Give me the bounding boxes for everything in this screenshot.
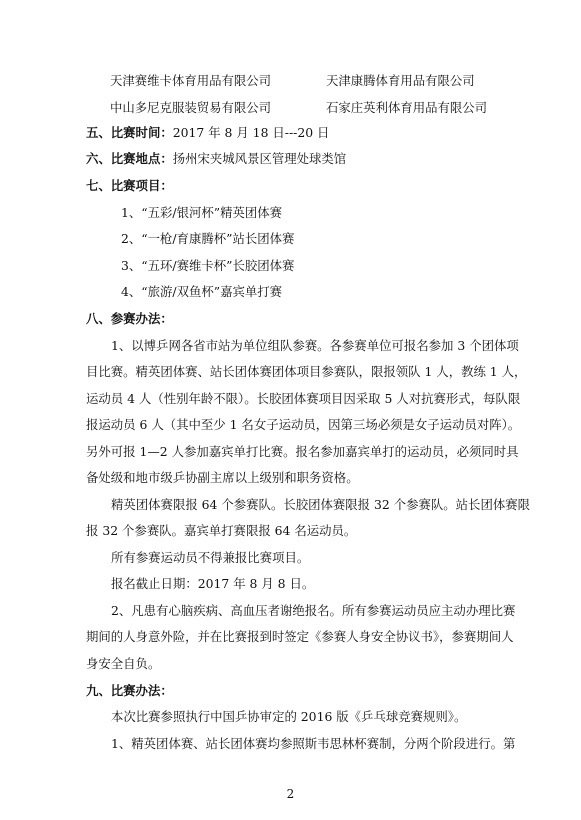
paragraph-line: 本次比赛参照执行中国乒协审定的 2016 版《乒乓球竞赛规则》。 <box>111 709 467 724</box>
event-item: 4、“旅游/双鱼杯”嘉宾单打赛 <box>121 284 283 299</box>
page-number: 2 <box>286 787 295 801</box>
paragraph-line: 另外可报 1—2 人参加嘉宾单打比赛。报名参加嘉宾单打的运动员，必须同时具 <box>86 444 519 459</box>
sponsor-name: 天津赛维卡体育用品有限公司 <box>110 73 272 88</box>
paragraph-line: 报名截止日期：2017 年 8 月 8 日。 <box>111 576 315 591</box>
section-heading: 七、比赛项目： <box>86 178 173 193</box>
sponsor-name: 中山多尼克服装贸易有限公司 <box>110 100 272 115</box>
event-item: 3、“五环/赛维卡杯”长胶团体赛 <box>121 258 295 273</box>
paragraph-line: 期间的人身意外险，并在比赛报到时签定《参赛人身安全协议书》，参赛期间人 <box>86 629 514 644</box>
sponsor-name: 石家庄英利体育用品有限公司 <box>326 100 488 115</box>
paragraph-line: 运动员 4 人（性别年龄不限）。长胶团体赛项目因采取 5 人对抗赛形式，每队限 <box>86 391 521 406</box>
paragraph-line: 目比赛。精英团体赛、站长团体赛团体项目参赛队，限报领队 1 人，教练 1 人， <box>86 364 527 379</box>
paragraph-line: 报运动员 6 人（其中至少 1 名女子运动员，因第三场必须是女子运动员对阵）。 <box>86 417 521 432</box>
sponsor-name: 天津康腾体育用品有限公司 <box>326 73 475 88</box>
paragraph-line: 备处级和地市级乒协副主席以上级别和职务资格。 <box>86 470 359 485</box>
section-time <box>86 125 329 141</box>
section-heading: 六、比赛地点： <box>86 151 173 166</box>
event-item: 2、“一枪/育康腾杯”站长团体赛 <box>121 231 295 246</box>
section-heading: 九、比赛办法： <box>86 683 173 698</box>
paragraph-line: 报 32 个参赛队。嘉宾单打赛限报 64 名运动员。 <box>86 523 357 538</box>
event-item: 1、“五彩/银河杯”精英团体赛 <box>121 205 283 220</box>
section-text: 扬州宋夹城风景区管理处球类馆 <box>172 151 347 166</box>
paragraph-line: 身安全自负。 <box>86 656 161 671</box>
paragraph-line: 所有参赛运动员不得兼报比赛项目。 <box>111 550 310 565</box>
paragraph-line: 1、精英团体赛、站长团体赛均参照斯韦思林杯赛制，分两个阶段进行。第 <box>111 736 516 751</box>
section-text: 2017 年 8 月 18 日---20 日 <box>172 125 330 140</box>
paragraph-line: 2、凡患有心脑疾病、高血压者谢绝报名。所有参赛运动员应主动办理比赛 <box>111 603 516 618</box>
paragraph-line: 1、以博乒网各省市站为单位组队参赛。各参赛单位可报名参加 3 个团体项 <box>111 338 519 353</box>
section-venue <box>86 151 346 167</box>
section-heading: 五、比赛时间： <box>86 125 173 140</box>
section-heading: 八、参赛办法： <box>86 311 173 326</box>
paragraph-line: 精英团体赛限报 64 个参赛队。长胶团体赛限报 32 个参赛队。站长团体赛限 <box>111 497 531 512</box>
